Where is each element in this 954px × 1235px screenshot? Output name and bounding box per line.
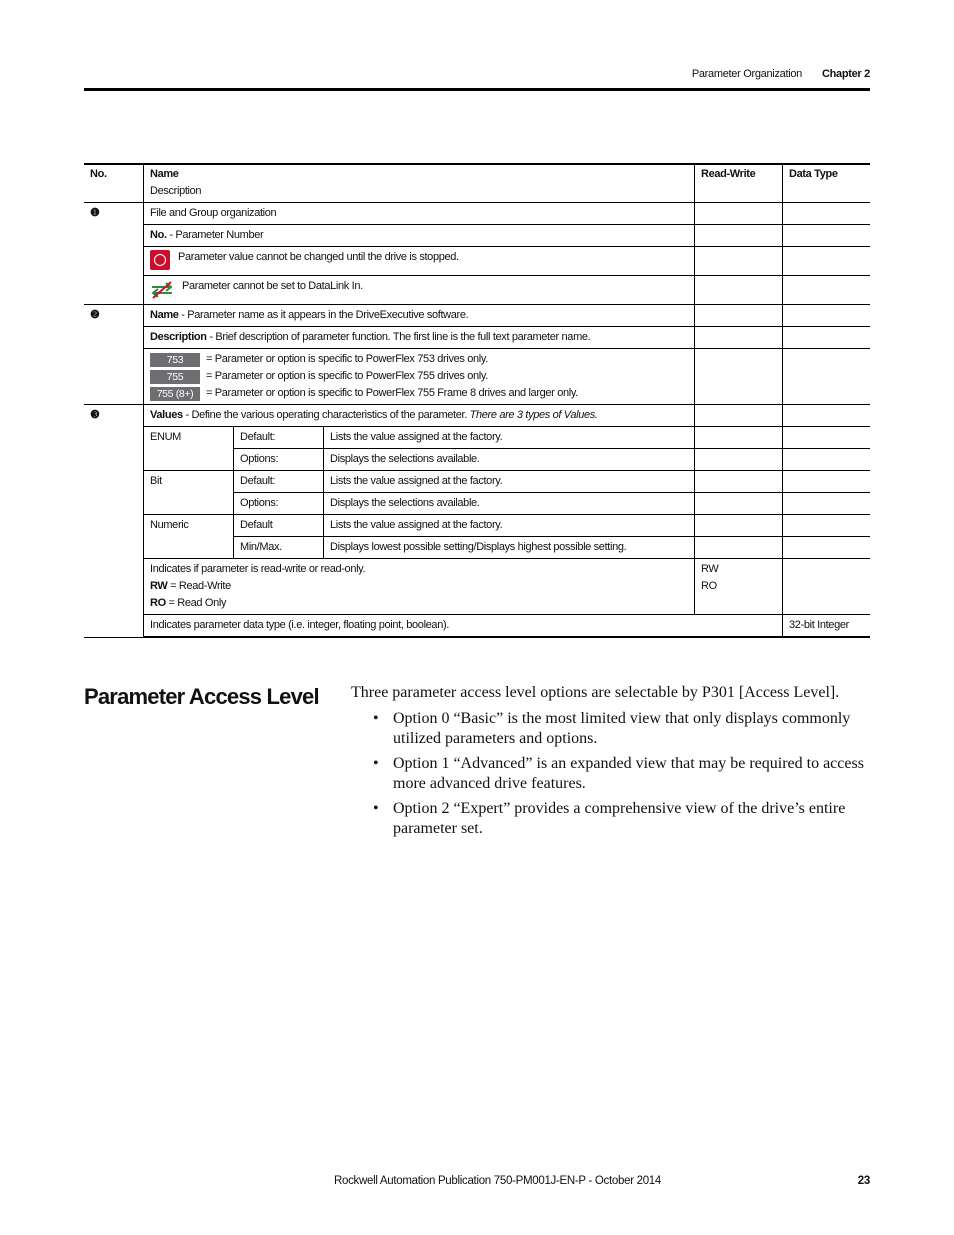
numeric-minmax-desc: Displays lowest possible setting/Displays highest possible setting. xyxy=(324,537,695,559)
access-level-list xyxy=(351,709,871,839)
no-text: - Parameter Number xyxy=(166,229,264,241)
numeric-default: Default xyxy=(234,515,324,537)
list-item: • Option 1 “Advanced” is an expanded view that may be required to access more advanced drive features. xyxy=(373,755,864,792)
dt-explain-cell: Indicates parameter data type (i.e. integer, floating point, boolean). xyxy=(144,615,783,638)
table-row xyxy=(84,471,870,493)
enum-default-desc: Lists the value assigned at the factory. xyxy=(324,427,695,449)
table-row xyxy=(84,305,870,327)
col-desc-label: Description xyxy=(150,185,202,197)
values-italic: There are 3 types of Values. xyxy=(469,409,598,421)
list-item: • Option 0 “Basic” is the most limited view that only displays commonly utilized parameters and options. xyxy=(373,710,851,747)
enum-default: Default: xyxy=(234,427,324,449)
desc-row-cell xyxy=(144,327,695,349)
table-row xyxy=(84,515,870,537)
table-row xyxy=(84,203,870,225)
badge-755: 755 xyxy=(150,370,200,384)
no-label: No. xyxy=(150,229,167,241)
bit-options: Options: xyxy=(234,493,324,515)
badges-cell xyxy=(144,349,695,405)
bit-options-desc: Displays the selections available. xyxy=(324,493,695,515)
values-row-cell xyxy=(144,405,695,427)
param-number-cell xyxy=(144,225,695,247)
header-rule xyxy=(84,88,870,91)
table-row xyxy=(84,559,870,615)
desc-text: - Brief description of parameter function. The first line is the full text parameter name. xyxy=(206,331,591,343)
header-section: Parameter Organization xyxy=(691,68,802,80)
values-text: - Define the various operating characteristics of the parameter. xyxy=(182,409,470,421)
enum-options: Options: xyxy=(234,449,324,471)
list-item: • Option 2 “Expert” provides a comprehensive view of the drive’s entire parameter set. xyxy=(373,800,846,837)
name-label: Name xyxy=(150,309,179,321)
enum-options-desc: Displays the selections available. xyxy=(324,449,695,471)
ro-label: RO xyxy=(150,597,166,609)
parameter-reference-table xyxy=(84,163,870,638)
col-rw-header: Read-Write xyxy=(695,164,783,203)
badge-755-8: 755 (8+) xyxy=(150,387,200,401)
section-title: Parameter Access Level xyxy=(84,684,319,709)
ro-text: = Read Only xyxy=(165,597,227,609)
table-row xyxy=(84,349,870,405)
rw-values-cell xyxy=(695,559,783,615)
col-name-label: Name xyxy=(150,168,179,180)
badge-755-8-text: = Parameter or option is specific to PowerFlex 755 Frame 8 drives and larger only. xyxy=(206,387,578,399)
page-header xyxy=(84,66,870,84)
numeric-label: Numeric xyxy=(144,515,234,559)
bit-default: Default: xyxy=(234,471,324,493)
marker-2: ❷ xyxy=(84,305,144,405)
datalink-row-cell xyxy=(144,276,695,305)
rw-explain-cell xyxy=(144,559,695,615)
table-header-row xyxy=(84,164,870,203)
marker-1: ❶ xyxy=(84,203,144,305)
table-row xyxy=(84,247,870,276)
rw-value: RW xyxy=(701,563,719,575)
numeric-default-desc: Lists the value assigned at the factory. xyxy=(324,515,695,537)
badge-755-text: = Parameter or option is specific to PowerFlex 755 drives only. xyxy=(206,370,488,382)
col-name-header xyxy=(144,164,695,203)
table-row xyxy=(84,615,870,638)
dt-value: 32-bit Integer xyxy=(783,615,871,638)
page-number: 23 xyxy=(857,1175,870,1187)
name-text: - Parameter name as it appears in the DriveExecutive software. xyxy=(178,309,469,321)
rw-label: RW xyxy=(150,580,168,592)
enum-label: ENUM xyxy=(144,427,234,471)
section-intro: Three parameter access level options are selectable by P301 [Access Level]. xyxy=(351,684,840,701)
datalink-text: Parameter cannot be set to DataLink In. xyxy=(182,280,363,292)
marker-3: ❸ xyxy=(84,405,144,638)
values-label: Values xyxy=(150,409,183,421)
header-chapter: Chapter 2 xyxy=(821,68,870,80)
badge-753: 753 xyxy=(150,353,200,367)
table-row xyxy=(84,405,870,427)
col-dt-header: Data Type xyxy=(783,164,871,203)
rw-text: = Read-Write xyxy=(167,580,231,592)
col-no-header: No. xyxy=(84,164,144,203)
stop-text: Parameter value cannot be changed until the drive is stopped. xyxy=(178,251,459,263)
datalink-icon xyxy=(150,280,174,300)
name-row-cell xyxy=(144,305,695,327)
table-row xyxy=(84,276,870,305)
rw-intro: Indicates if parameter is read-write or read-only. xyxy=(150,563,366,575)
desc-label: Description xyxy=(150,331,207,343)
bullet: • xyxy=(373,710,379,727)
ro-value: RO xyxy=(701,580,717,592)
bullet: • xyxy=(373,755,379,772)
numeric-minmax: Min/Max. xyxy=(234,537,324,559)
section-body xyxy=(351,683,871,844)
stop-row-cell xyxy=(144,247,695,276)
bit-default-desc: Lists the value assigned at the factory. xyxy=(324,471,695,493)
badge-753-text: = Parameter or option is specific to PowerFlex 753 drives only. xyxy=(206,353,488,365)
table-row xyxy=(84,225,870,247)
stop-icon xyxy=(150,250,170,270)
bullet: • xyxy=(373,800,379,817)
bit-label: Bit xyxy=(144,471,234,515)
footer-publication: Rockwell Automation Publication 750-PM001J-EN-P - October 2014 xyxy=(334,1175,662,1187)
file-group-cell: File and Group organization xyxy=(144,203,695,225)
table-row xyxy=(84,327,870,349)
table-row xyxy=(84,427,870,449)
